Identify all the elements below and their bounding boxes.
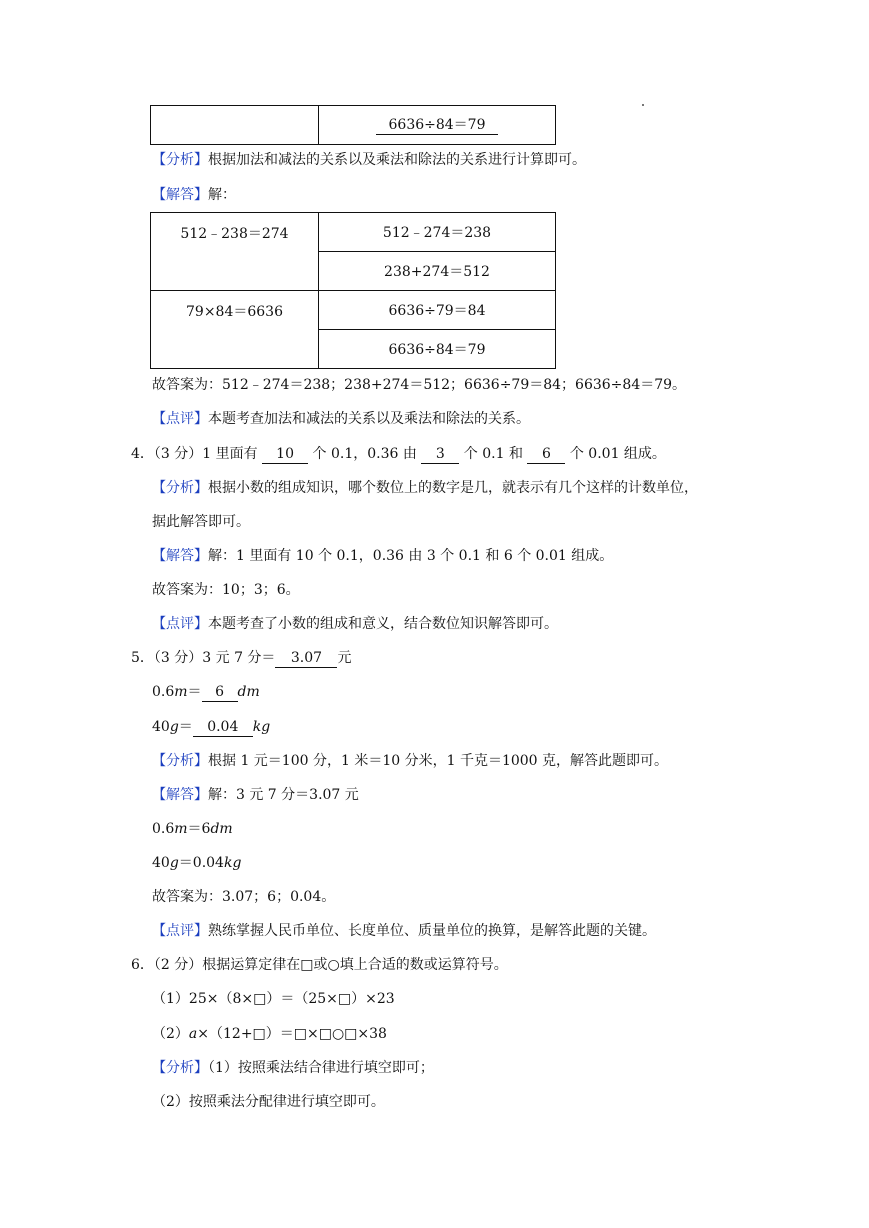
q5-blank-3: 0.04 [193, 718, 253, 737]
q5-unit: m [174, 684, 188, 700]
q5-answer: 故答案为：3.07；6；0.04。 [152, 889, 336, 905]
q4-blank-3: 6 [527, 445, 565, 464]
q5-line-1 [131, 648, 351, 668]
top-table-left-cell [151, 106, 319, 145]
q5-solution [152, 785, 359, 805]
q6-item-2 [152, 1024, 387, 1044]
q4-analysis [152, 478, 698, 498]
q5-unit: g [169, 855, 179, 871]
table-cell-right: 6636÷79＝84 [319, 291, 556, 330]
q4-comment-text: 本题考查了小数的组成和意义，结合数位知识解答即可。 [208, 616, 558, 632]
q5-suffix: 元 [337, 650, 352, 666]
comment-tag: 【点评】 [152, 616, 208, 632]
table-cell-left: 79×84＝6636 [151, 291, 319, 369]
q5-num: 40 [152, 719, 170, 735]
q5-blank-1: 3.07 [275, 649, 337, 668]
q4-solution [152, 546, 613, 566]
analysis-tag: 【分析】 [152, 1060, 208, 1076]
q5-num: 40 [152, 855, 170, 871]
q5-num: 0.6 [152, 684, 175, 700]
top-table-answer: 6636÷84＝79 [376, 116, 498, 135]
q5-blank-2: 6 [202, 683, 238, 702]
q3-comment [152, 409, 530, 429]
q5-unit: g [169, 719, 179, 735]
q5-prefix: 5．（3 分）3 元 7 分＝ [131, 650, 276, 666]
comment-tag: 【点评】 [152, 411, 208, 427]
table-cell-right: 238+274＝512 [319, 252, 556, 291]
q6-item-1: （1）25×（8×□）＝（25×□）×23 [152, 991, 395, 1007]
comment-tag: 【点评】 [152, 923, 208, 939]
q3-analysis-text: 根据加法和减法的关系以及乘法和除法的关系进行计算即可。 [208, 152, 586, 168]
solution-tag: 【解答】 [152, 187, 208, 203]
q4-solution-text: 解：1 里面有 10 个 0.1，0.36 由 3 个 0.1 和 6 个 0.01 组成。 [208, 548, 614, 564]
q5-comment [152, 921, 656, 941]
q3-solution-text: 解： [208, 187, 236, 203]
q4-question [131, 444, 666, 464]
q5-unit: dm [210, 821, 233, 837]
q6-item-2-prefix: （2） [152, 1026, 189, 1042]
q6-analysis [152, 1058, 434, 1078]
analysis-tag: 【分析】 [152, 152, 208, 168]
q4-part: 个 0.01 组成。 [569, 446, 666, 462]
q6-item-2-var: a [188, 1026, 198, 1042]
q4-analysis-cont: 据此解答即可。 [152, 514, 250, 530]
q4-comment [152, 614, 558, 634]
q5-unit: kg [252, 719, 271, 735]
q3-solution-table [150, 212, 556, 369]
q6-analysis-cont: （2）按照乘法分配律进行填空即可。 [152, 1094, 385, 1110]
q6-title: 6．（2 分）根据运算定律在□或○填上合适的数或运算符号。 [131, 957, 508, 973]
q5-solution-2 [152, 819, 233, 839]
q5-analysis [152, 751, 668, 771]
q4-blank-1: 10 [262, 445, 308, 464]
q5-unit: m [174, 821, 188, 837]
q3-answer: 故答案为：512﹣274＝238；238+274＝512；6636÷79＝84；6636÷84＝79。 [152, 377, 687, 393]
q5-comment-text: 熟练掌握人民币单位、长度单位、质量单位的换算，是解答此题的关键。 [208, 923, 656, 939]
q5-value: ＝6 [187, 821, 211, 837]
q5-line-2 [152, 682, 260, 702]
solution-tag: 【解答】 [152, 787, 208, 803]
stray-dot [642, 104, 644, 106]
solution-tag: 【解答】 [152, 548, 208, 564]
analysis-tag: 【分析】 [152, 753, 208, 769]
q6-analysis-text: （1）按照乘法结合律进行填空即可； [208, 1060, 434, 1076]
q5-num: 0.6 [152, 821, 175, 837]
q4-blank-2: 3 [421, 445, 459, 464]
q5-eq: ＝ [187, 684, 202, 700]
q5-value: ＝0.04 [178, 855, 224, 871]
q5-solution-text: 解：3 元 7 分＝3.07 元 [208, 787, 359, 803]
table-cell-left: 512﹣238＝274 [151, 213, 319, 291]
analysis-tag: 【分析】 [152, 480, 208, 496]
q4-part: 个 0.1 和 [463, 446, 523, 462]
table-cell-right: 6636÷84＝79 [319, 330, 556, 369]
table-cell-right: 512﹣274＝238 [319, 213, 556, 252]
q4-answer: 故答案为：10；3；6。 [152, 582, 300, 598]
q5-analysis-text: 根据 1 元＝100 分，1 米＝10 分米，1 千克＝1000 克，解答此题即可。 [208, 753, 669, 769]
q5-unit: kg [223, 855, 242, 871]
top-table [150, 105, 556, 145]
q4-part: 个 0.1，0.36 由 [312, 446, 417, 462]
q4-analysis-text: 根据小数的组成知识，哪个数位上的数字是几，就表示有几个这样的计数单位， [208, 480, 698, 496]
q3-comment-text: 本题考查加法和减法的关系以及乘法和除法的关系。 [208, 411, 530, 427]
q3-solution [152, 185, 236, 205]
q5-eq: ＝ [178, 719, 193, 735]
top-table-right-cell [319, 106, 556, 145]
q5-line-3 [152, 717, 270, 737]
q5-unit: dm [237, 684, 260, 700]
q3-analysis [152, 150, 586, 170]
q5-solution-3 [152, 853, 241, 873]
q4-part: 4．（3 分）1 里面有 [131, 446, 258, 462]
q6-item-2-rest: ×（12+□）＝□×□○□×38 [197, 1026, 387, 1042]
